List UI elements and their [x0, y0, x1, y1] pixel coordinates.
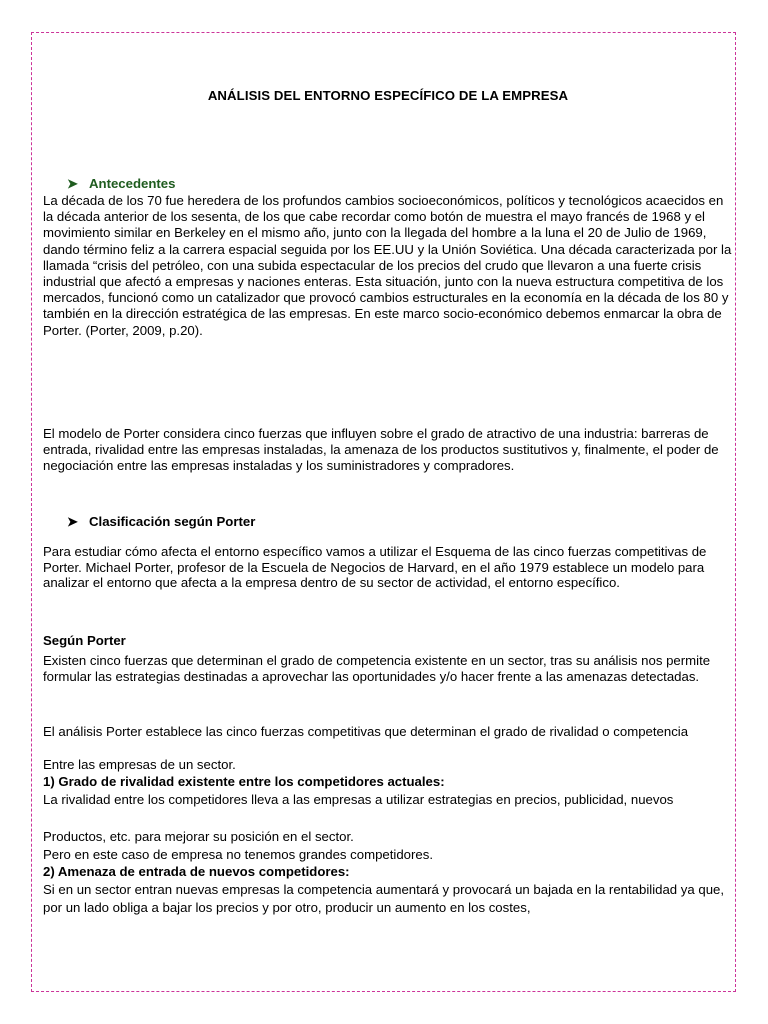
- antecedentes-heading: [67, 176, 175, 192]
- clasificacion-heading: [67, 514, 255, 530]
- fuerza-2-paragraph: Si en un sector entran nuevas empresas la competencia aumentará y provocará un bajada en la rentabilidad ya que, por un lado obliga a bajar los precios y por otro, producir un aumento en los costes,: [43, 882, 725, 915]
- segun-porter-heading: Según Porter: [43, 633, 126, 648]
- analisis-line-2: Entre las empresas de un sector.: [43, 757, 236, 772]
- analisis-line-1: El análisis Porter establece las cinco fuerzas competitivas que determinan el grado de rivalidad o competencia: [43, 724, 689, 739]
- fuerza-2-heading: 2) Amenaza de entrada de nuevos competidores:: [43, 864, 350, 879]
- fuerza-1-line-1: La rivalidad entre los competidores lleva a las empresas a utilizar estrategias en precios, publicidad, nuevos: [43, 792, 674, 807]
- modelo-porter-paragraph: El modelo de Porter considera cinco fuerzas que influyen sobre el grado de atractivo de una industria: barreras de entrada, rivalidad entre las empresas instaladas, la amenaza de los productos sustitutivos y, finalmente, el poder de negociación entre las empresas instaladas y los suministradores y compradores.: [43, 426, 719, 474]
- clasificacion-heading-text: Clasificación según Porter: [89, 514, 256, 529]
- document-title: ANÁLISIS DEL ENTORNO ESPECÍFICO DE LA EMPRESA: [207, 88, 569, 103]
- clasificacion-paragraph: Para estudiar cómo afecta el entorno específico vamos a utilizar el Esquema de las cinco fuerzas competitivas de Porter. Michael Porter, profesor de la Escuela de Negocios de Harvard, en el año 1979 establece un modelo para analizar el entorno que afecta a la empresa dentro de su sector de actividad, el entorno específico.: [43, 544, 707, 591]
- segun-porter-paragraph: Existen cinco fuerzas que determinan el grado de competencia existente en un sector, tras su análisis nos permite formular las estrategias destinadas a aprovechar las oportunidades y/o hacer frente a las amenazas detectadas.: [43, 653, 711, 684]
- fuerza-1-line-3: Pero en este caso de empresa no tenemos grandes competidores.: [43, 847, 433, 862]
- arrow-bullet-icon: ➤: [67, 176, 79, 191]
- antecedentes-heading-text: Antecedentes: [89, 176, 176, 191]
- antecedentes-paragraph: La década de los 70 fue heredera de los profundos cambios socioeconómicos, políticos y tecnológicos acaecidos en la década anterior de los sesenta, de los que cabe recordar como botón de muestra el mayo francés de 1968 y el movimiento similar en Berkeley en el mismo año, junto con la llegada del hombre a la luna el 20 de Julio de 1969, dando término feliz a la carrera espacial seguida por los EE.UU y la Unión Soviética. Una década caracterizada por la llamada “crisis del petróleo, con una subida espectacular de los precios del crudo que llevaron a una fuerte crisis industrial que afectó a empresas y naciones enteras. Esta situación, junto con la nueva estructura competitiva de los mercados, funcionó como un catalizador que provocó cambios estructurales en la economía en la década de los 80 y también en la dirección estratégica de las empresas. En este marco socio-económico debemos enmarcar la obra de Porter. (Porter, 2009, p.20).: [43, 193, 732, 338]
- fuerza-1-heading: 1) Grado de rivalidad existente entre los competidores actuales:: [43, 774, 445, 789]
- fuerza-1-line-2: Productos, etc. para mejorar su posición en el sector.: [43, 829, 354, 844]
- arrow-bullet-icon: ➤: [67, 514, 79, 529]
